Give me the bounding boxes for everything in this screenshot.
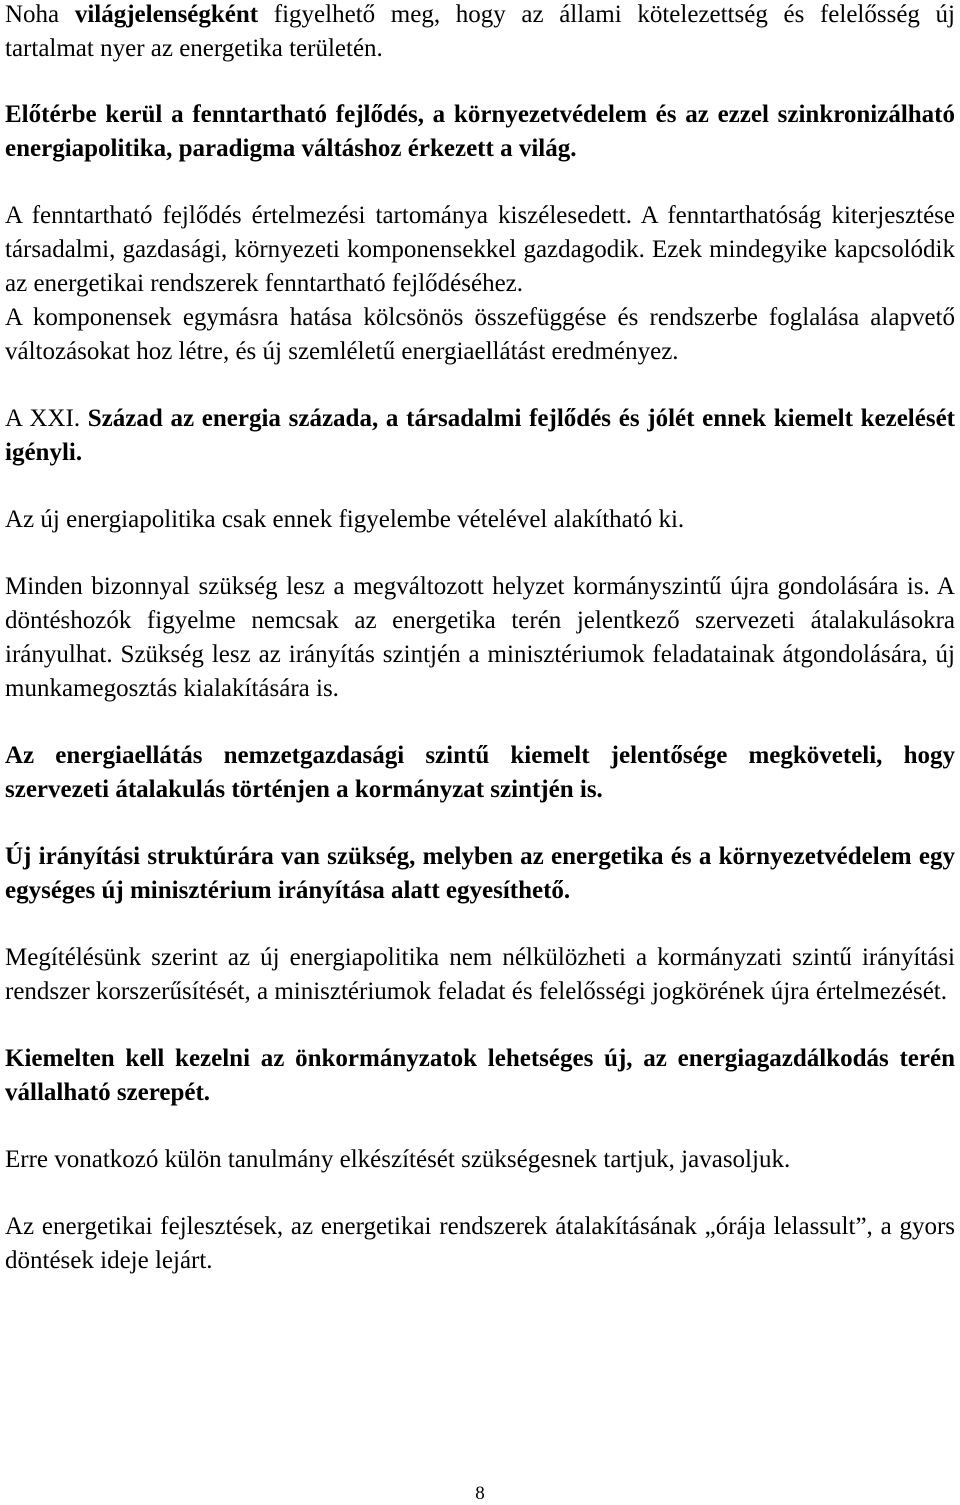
paragraph-6: Az új energiapolitika csak ennek figyelembe vételével alakítható ki.: [5, 506, 685, 533]
paragraph-10: Megítélésünk szerint az új energiapolitika nem nélkülözheti a kormányzati szintű irányítási rendszer korszerűsítését, a minisztériumok feladat és felelősségi jogkörének újra értelmezését.: [5, 944, 955, 1005]
p1-bold-term: világjelenségként: [74, 1, 259, 28]
page-number: 8: [475, 1483, 485, 1504]
paragraph-4: A komponensek egymásra hatása kölcsönös összefüggése és rendszerbe foglalása alapvető változásokat hoz létre, és új szemléletű energiaellátást eredményez.: [5, 304, 955, 365]
paragraph-2: Előtérbe kerül a fenntartható fejlődés, a környezetvédelem és az ezzel szinkronizálható energiapolitika, paradigma váltáshoz érkezett a világ.: [5, 101, 955, 162]
paragraph-11: Kiemelten kell kezelni az önkormányzatok lehetséges új, az energiagazdálkodás terén vállalható szerepét.: [5, 1045, 955, 1106]
paragraph-13: Az energetikai fejlesztések, az energetikai rendszerek átalakításának „órája lelassult”, a gyors döntések ideje lejárt.: [5, 1213, 955, 1274]
document-page: [5, 0, 955, 1278]
paragraph-1: [5, 0, 955, 66]
p1-text-end: figyelhető meg, hogy az állami kötelezettség és felelősség új tartalmat nyer az energetika területén.: [5, 1, 956, 62]
paragraph-3: A fenntartható fejlődés értelmezési tartománya kiszélesedett. A fenntarthatóság kiterjesztése társadalmi, gazdasági, környezeti komponensekkel gazdagodik. Ezek mindegyike kapcsolódik az energetikai rendszerek fenntartható fejlődéséhez.: [5, 202, 955, 297]
paragraph-5: [5, 402, 955, 470]
paragraph-12: Erre vonatkozó külön tanulmány elkészítését szükségesnek tartjuk, javasoljuk.: [5, 1146, 791, 1173]
paragraph-9: Új irányítási struktúrára van szükség, melyben az energetika és a környezetvédelem egy egységes új minisztérium irányítása alatt egyesíthető.: [5, 843, 955, 904]
p1-text-start: Noha: [5, 1, 75, 28]
p5-bold-text: Század az energia százada, a társadalmi fejlődés és jólét ennek kiemelt kezelését igényli.: [5, 405, 956, 466]
paragraph-7: Minden bizonnyal szükség lesz a megváltozott helyzet kormányszintű újra gondolására is. A döntéshozók figyelme nemcsak az energetika terén jelentkező szervezeti átalakulásokra irányulhat. Szükség lesz az irányítás szintjén a minisztériumok feladatainak átgondolására, új munkamegosztás kialakítására is.: [5, 573, 955, 702]
paragraph-8: Az energiaellátás nemzetgazdasági szintű kiemelt jelentősége megköveteli, hogy szervezeti átalakulás történjen a kormányzat szintjén is.: [5, 742, 955, 803]
p5-text-start: A XXI.: [5, 405, 88, 432]
